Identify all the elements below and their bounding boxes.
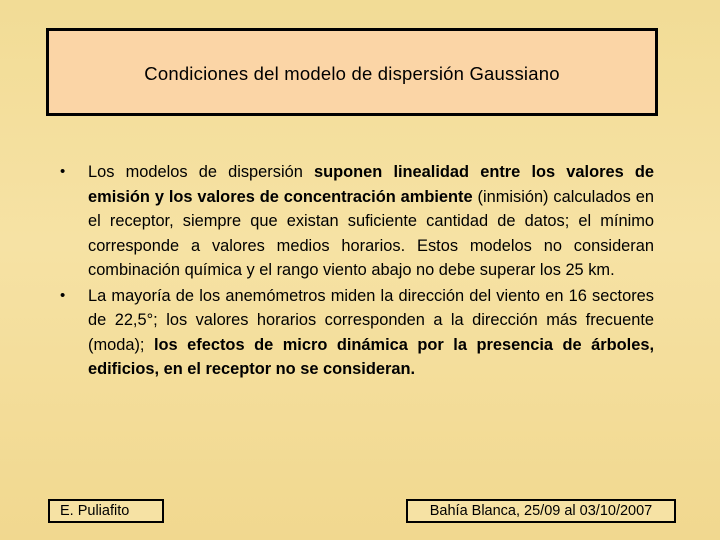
slide-title: Condiciones del modelo de dispersión Gaussiano <box>144 63 560 84</box>
bullet-marker: • <box>60 163 66 180</box>
bullet-list <box>58 160 654 383</box>
bullet-item-2 <box>58 284 654 382</box>
bullet-text-1 <box>88 160 654 283</box>
bullet-1-segment-2-bold: suponen linealidad entre los valores de emisión y los valores de concentración ambiente <box>88 163 654 206</box>
footer-location-date: Bahía Blanca, 25/09 al 03/10/2007 <box>406 499 676 523</box>
title-box <box>46 28 658 116</box>
bullet-1-segment-1: Los modelos de dispersión <box>88 163 314 181</box>
footer-author: E. Puliafito <box>48 499 164 523</box>
bullet-marker: • <box>60 286 66 304</box>
bullet-2-segment-2-bold: los efectos de micro dinámica por la presencia de árboles, edificios, en el receptor no se consideran. <box>88 335 654 378</box>
bullet-item-1 <box>58 160 654 283</box>
bullet-text-2 <box>88 284 654 382</box>
bullet-2-segment-1: La mayoría de los anemómetros miden la dirección del viento en 16 sectores de 22,5°; los valores horarios corresponden a la dirección más frecuente (moda); <box>88 286 654 354</box>
bullet-1-segment-3: (inmisión) calculados en el receptor, siempre que existan suficiente cantidad de datos; el mínimo corresponde a valores medios horarios. Estos modelos no consideran combinación química y el rango viento abajo no debe superar los 25 km. <box>88 187 654 279</box>
